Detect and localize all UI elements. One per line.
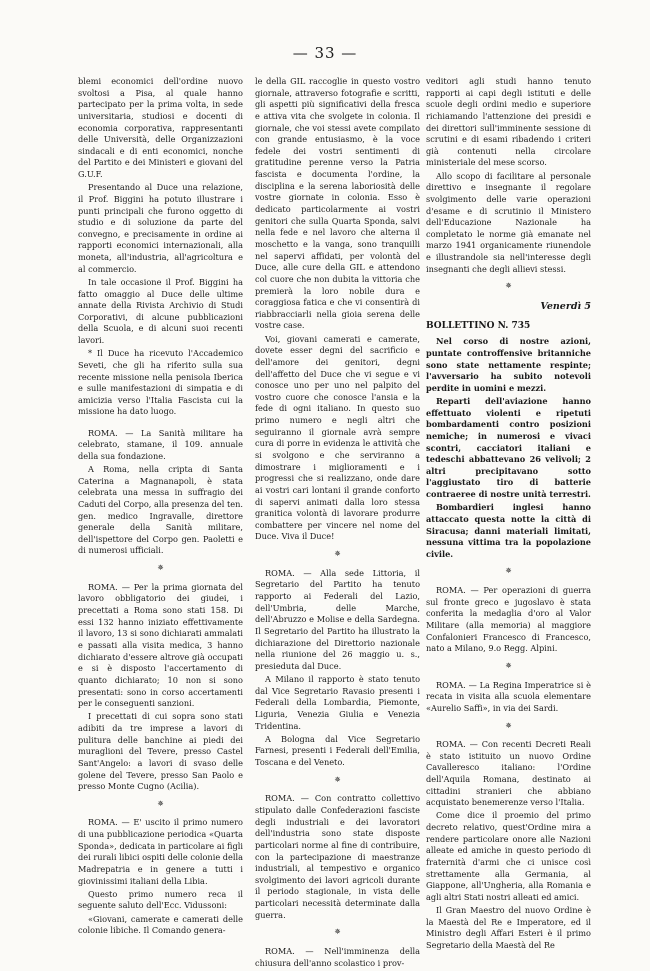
news-item: ROMA. — La Sanità militare ha celebrato, stamane, il 109. annuale della sua fondazione. [78, 427, 243, 461]
paragraph: Allo scopo di facilitare al personale direttivo e insegnante il regolare svolgimento delle varie operazioni d'esame e di scrutinio il Ministero dell'Educazione Nazionale ha completato le norme già emanate nel marzo 1941 organicamente riunendole e illustrandole sia nell'interesse degli insegnanti che degli allievi stessi. [426, 170, 591, 274]
bulletin-paragraph: Reparti dell'aviazione hanno effettuato violenti e ripetuti bombardamenti contro posizioni nemiche; in numerosi e vivaci scontri, cacciatori italiani e tedeschi abbattevano 26 velivoli; 2 altri precipitavano sotto l'aggiustato tiro di batterie contraeree di nostre unità terrestri. [426, 395, 591, 500]
paragraph: I precettati di cui sopra sono stati adibiti da tre imprese a lavori di pulitura delle banchine ai piedi dei muraglioni del Tevere, presso Castel Sant'Angelo: a lavori di svaso delle golene del Tevere, presso San Paolo e presso Monte Cugno (Acilia). [78, 711, 243, 792]
paragraph: In tale occasione il Prof. Biggini ha fatto omaggio al Duce delle ultime annate della Rivista Archivio di Studi Corporativi, di alcune pubblicazioni della Scuola, e di alcuni suoi recenti lavori. [78, 276, 243, 346]
paragraph: Questo primo numero reca il seguente saluto dell'Ecc. Vidussoni: [78, 888, 243, 911]
separator-mark: ✵ [505, 566, 512, 576]
paragraph: A Milano il rapporto è stato tenuto dal Vice Segretario Ravasio presenti i Federali della Lombardia, Piemonte, Liguria, Venezia Giulia e Venezia Tridentina. [255, 674, 420, 731]
separator-mark: ✵ [505, 660, 512, 670]
paragraph: «Giovani, camerate e camerati delle colonie libiche. Il Comando genera- [78, 913, 243, 936]
paragraph: Il Gran Maestro del nuovo Ordine è la Maestà del Re e Imperatore, ed il Ministro degli Affari Esteri è il primo Segretario della Maestà del Re [426, 905, 591, 951]
paragraph: A Bologna dal Vice Segretario Farnesi, presenti i Federali dell'Emilia, Toscana e del Veneto. [255, 733, 420, 768]
paragraph: Voi, giovani camerati e camerate, dovete esser degni del sacrificio e dell'amore dei genitori, degni dell'affetto del Duce che vi segue e vi conosce uno per uno nel palpito del vostro cuore che conosce l'ansia e la fede di ogni italiano. In questo suo primo numero e negli altri che seguiranno il giornale avrà sempre cura di porre in evidenza le attività che si svolgono e che serviranno a dimostrare i miglioramenti e i progressi che si realizzano, onde dare ai vostri cari lontani il grande conforto di sapervi animati dalla loro stessa granitica volontà di lavorare produrre combattere per vincere nel nome del Duce. Viva il Duce! [255, 333, 420, 542]
separator-mark: ✵ [157, 798, 164, 808]
news-item: ROMA. — La Regina Imperatrice si è recata in visita alla scuola elementare «Aurelio Saffi», in via dei Sardi. [426, 679, 591, 713]
separator-mark: ✵ [505, 720, 512, 730]
news-item: ROMA. — E' uscito il primo numero di una pubblicazione periodica «Quarta Sponda», dedicata in particolare ai figli dei rurali libici ospiti delle colonie della Madrepatria e in genere a tutti i giovinissimi italiani della Libia. [78, 817, 243, 886]
bulletin-paragraph: Nel corso di nostre azioni, puntate controffensive britanniche sono state nettamente respinte; l'avversario ha subito notevoli perdite in uomini e mezzi. [426, 336, 591, 393]
bulletin-title: BOLLETTINO N. 735 [426, 320, 531, 331]
separator-mark: ✵ [157, 563, 164, 573]
news-item: ROMA. — Per la prima giornata del lavoro obbligatorio dei giudei, i precettati a Roma sono stati 158. Di essi 132 hanno iniziato effettivamente il lavoro, 13 si sono dichiarati ammalati e passati alla visita medica, 3 hanno dichiarato d'essere altrove già occupati e si è disposto l'accertamento di quanto dichiarato; 10 non si sono presentati: sono in corso accertamenti per le conseguenti sanzioni. [78, 581, 243, 709]
paragraph: Come dice il proemio del primo decreto relativo, quest'Ordine mira a rendere particolare onore alle Nazioni alleate ed amiche in questo periodo di fraternità d'armi che ci unisce così strettamente alla Germania, al Giappone, all'Ungheria, alla Romania e agli altri Stati nostri alleati ed amici. [426, 810, 591, 902]
news-item: ROMA. — Alla sede Littoria, il Segretario del Partito ha tenuto rapporto ai Federali del Lazio, dell'Umbria, delle Marche, dell'Abruzzo e Molise e della Sardegna. Il Segretario del Partito ha illustrato la dichiarazione del Direttorio nazionale nella riunione del 26 maggio u. s., presieduta dal Duce. [255, 567, 420, 671]
column-right [426, 76, 591, 953]
news-item: ROMA. — Con contratto collettivo stipulato dalle Confederazioni fasciste degli industriali e dei lavoratori dell'industria sono state disposte particolari norme al fine di contribuire, con la partecipazione di maestranze industriali, al tempestivo e organico svolgimento dei lavori agricoli durante il periodo stagionale, in vista delle particolari necessità determinate dalla guerra. [255, 793, 420, 920]
page-number: — 33 — [292, 44, 358, 62]
day-heading: Venerdì 5 [540, 301, 591, 313]
news-item: ROMA. — Nell'imminenza della chiusura dell'anno scolastico i prov- [255, 945, 420, 968]
bulletin-paragraph: Bombardieri inglesi hanno attaccato questa notte la città di Siracusa; danni materiali limitati, nessuna vittima tra la popolazione civile. [426, 502, 591, 559]
paragraph: veditori agli studi hanno tenuto rapporti ai capi degli istituti e delle scuole degli ordini medio e superiore richiamando l'attenzione dei presidi e dei direttori sull'imminente sessione di scrutini e di esami ribadendo i criteri già contenuti nella circolare ministeriale del mese scorso. [426, 76, 591, 168]
paragraph: blemi economici dell'ordine nuovo svoltosi a Pisa, al quale hanno partecipato per la prima volta, in sede universitaria, studiosi e docenti di economia corporativa, rappresentanti delle Università, delle Organizzazioni sindacali e di enti economici, nonche del Partito e dei Ministeri e giovani del G.U.F. [78, 76, 243, 180]
paragraph: * Il Duce ha ricevuto l'Accademico Seveti, che gli ha riferito sulla sua recente missione nella penisola Iberica e sulle manifestazioni di simpatia e di amicizia verso l'Italia Fascista cui la missione ha dato luogo. [78, 348, 243, 417]
separator-mark: ✵ [334, 774, 341, 784]
news-item: ROMA. — Con recenti Decreti Reali è stato istituito un nuovo Ordine Cavalleresco italiano: l'Ordine dell'Aquila Romana, destinato ai cittadini stranieri che abbiano acquistato benemerenze verso l'Italia. [426, 739, 591, 808]
column-left [78, 76, 243, 938]
column-middle [255, 76, 420, 971]
separator-mark: ✵ [334, 927, 341, 937]
separator-mark: ✵ [505, 281, 512, 291]
separator-mark: ✵ [334, 549, 341, 559]
news-item: ROMA. — Per operazioni di guerra sul fronte greco e jugoslavo è stata conferita la medaglia d'oro al Valor Militare (alla memoria) al maggiore Confalonieri Francesco di Francesco, nato a Milano, 9.o Regg. Alpini. [426, 585, 591, 654]
paragraph: le della GIL raccoglie in questo vostro giornale, attraverso fotografie e scritti, gli aspetti più significativi della fresca e attiva vita che svolgete in colonia. Il giornale, che voi stessi avete compilato con grande entusiasmo, è la voce fedele dei vostri sentimenti di gratitudine perenne verso la Patria fascista e documenta l'ordine, la disciplina e la serena laboriosità delle vostre giornate in colonia. Esso è dedicato particolarmente ai vostri genitori che sulla Quarta Sponda, salvi nella fede e nel lavoro che alterna il moschetto e la vanga, sono tranquilli nel sapervi affidati, per volontà del Duce, alle cure della GIL e attendono col cuore che non dubita la vittoria che premierà la loro nobile dura e coraggiosa fatica e che vi consentirà di riabbracciarli nella gioia serena delle vostre case. [255, 76, 420, 331]
paragraph: Presentando al Duce una relazione, il Prof. Biggini ha potuto illustrare i punti principali che furono oggetto di studio e di soluzione da parte del convegno, e precisamente in ordine ai rapporti economici internazionali, alla moneta, all'industria, all'agricoltura e al commercio. [78, 182, 243, 274]
paragraph: A Roma, nella cripta di Santa Caterina a Magnanapoli, è stata celebrata una messa in suffragio dei Caduti del Corpo, alla presenza del ten. gen. medico Ingravalle, direttore generale della Sanità militare, dell'ispettore del Corpo gen. Paoletti e di numerosi ufficiali. [78, 464, 244, 556]
